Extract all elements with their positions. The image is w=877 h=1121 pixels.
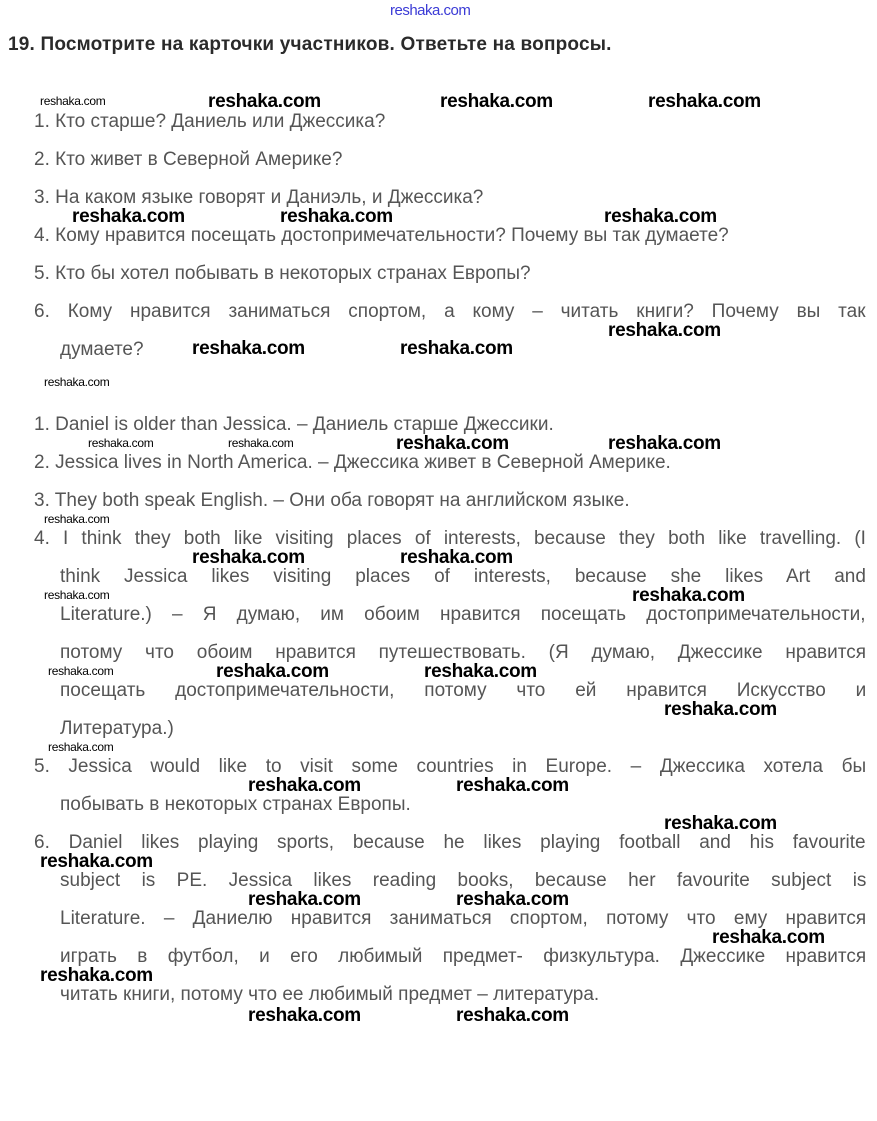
watermark: reshaka.com — [648, 91, 761, 112]
watermark: reshaka.com — [608, 433, 721, 454]
watermark: reshaka.com — [664, 813, 777, 834]
watermark: reshaka.com — [48, 740, 114, 754]
watermark: reshaka.com — [40, 965, 153, 986]
answer-line: 1. Daniel is older than Jessica. – Даниель старше Джессики. — [34, 414, 554, 435]
answer-line: Literature. – Даниелю нравится заниматься спортом, потому что ему нравится — [60, 908, 867, 929]
answer-line: читать книги, потому что ее любимый предмет – литература. — [60, 984, 600, 1005]
question-line: 6. Кому нравится заниматься спортом, а кому – читать книги? Почему вы так — [34, 301, 866, 322]
question-line: 4. Кому нравится посещать достопримечательности? Почему вы так думаете? — [34, 225, 729, 246]
watermark: reshaka.com — [40, 94, 106, 108]
watermark: reshaka.com — [632, 585, 745, 606]
watermark: reshaka.com — [280, 206, 393, 227]
watermark: reshaka.com — [400, 338, 513, 359]
question-line: 3. На каком языке говорят и Даниэль, и Джессика? — [34, 187, 484, 208]
watermark: reshaka.com — [456, 1005, 569, 1026]
watermark: reshaka.com — [424, 661, 537, 682]
watermark: reshaka.com — [44, 588, 110, 602]
question-line: 5. Кто бы хотел побывать в некоторых странах Европы? — [34, 263, 531, 284]
watermark: reshaka.com — [456, 775, 569, 796]
watermark: reshaka.com — [228, 436, 294, 450]
watermark: reshaka.com — [44, 375, 110, 389]
question-line: 2. Кто живет в Северной Америке? — [34, 149, 343, 170]
answer-line: 3. They both speak English. – Они оба говорят на английском языке. — [34, 490, 630, 511]
watermark: reshaka.com — [248, 889, 361, 910]
watermark: reshaka.com — [88, 436, 154, 450]
watermark: reshaka.com — [40, 851, 153, 872]
answer-line: subject is PE. Jessica likes reading books, because her favourite subject is — [60, 870, 867, 891]
answer-line: 5. Jessica would like to visit some countries in Europe. – Джессика хотела бы — [34, 756, 867, 777]
watermark: reshaka.com — [396, 433, 509, 454]
answer-line: побывать в некоторых странах Европы. — [60, 794, 411, 815]
top-watermark: reshaka.com — [390, 2, 471, 19]
answer-line: 4. I think they both like visiting places of interests, because they both like travelling. (I — [34, 528, 866, 549]
watermark: reshaka.com — [248, 775, 361, 796]
watermark: reshaka.com — [248, 1005, 361, 1026]
question-line: 1. Кто старше? Даниель или Джессика? — [34, 111, 386, 132]
watermark: reshaka.com — [456, 889, 569, 910]
watermark: reshaka.com — [664, 699, 777, 720]
watermark: reshaka.com — [48, 664, 114, 678]
exercise-title: 19. Посмотрите на карточки участников. Ответьте на вопросы. — [8, 34, 612, 55]
watermark: reshaka.com — [400, 547, 513, 568]
watermark: reshaka.com — [208, 91, 321, 112]
answer-line: Литература.) — [60, 718, 174, 739]
watermark: reshaka.com — [440, 91, 553, 112]
question-line: думаете? — [60, 339, 144, 360]
watermark: reshaka.com — [608, 320, 721, 341]
answer-line: Literature.) – Я думаю, им обоим нравится посещать достопримечательности, — [60, 604, 866, 625]
watermark: reshaka.com — [72, 206, 185, 227]
watermark: reshaka.com — [44, 512, 110, 526]
watermark: reshaka.com — [216, 661, 329, 682]
watermark: reshaka.com — [712, 927, 825, 948]
answer-line: играть в футбол, и его любимый предмет- физкультура. Джессике нравится — [60, 946, 867, 967]
answer-line: посещать достопримечательности, потому что ей нравится Искусство и — [60, 680, 867, 701]
watermark: reshaka.com — [192, 338, 305, 359]
answer-line: 2. Jessica lives in North America. – Джессика живет в Северной Америке. — [34, 452, 671, 473]
answer-line: потому что обоим нравится путешествовать. (Я думаю, Джессике нравится — [60, 642, 867, 663]
watermark: reshaka.com — [192, 547, 305, 568]
watermark: reshaka.com — [604, 206, 717, 227]
answer-line: think Jessica likes visiting places of interests, because she likes Art and — [60, 566, 866, 587]
answer-line: 6. Daniel likes playing sports, because he likes playing football and his favourite — [34, 832, 866, 853]
